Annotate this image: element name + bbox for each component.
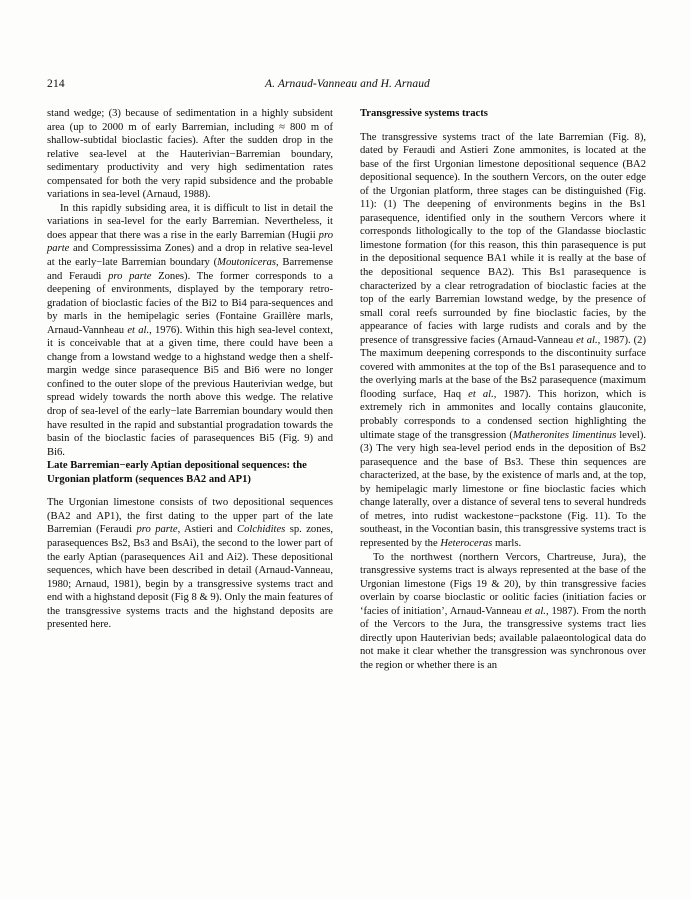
paragraph: In this rapidly subsiding area, it is difficult to list in detail the variations in sea-level for the early Barremian. Nevertheless, it does appear that there was a rise in the early Barremian (Hugii pro parte and Compressissima Zones) and a drop in relative sea-level at the early−late Barremian boundary (Moutoniceras, Barremense and Feraudi pro parte Zones). The former corresponds to a deepening of environments, displayed by the temporary retro-gradation of bioclastic facies of the Bi2 to Bi4 para-sequences and by marls in the hemipelagic series (Fontaine Graillère marls, Arnaud-Vannheau et al., 1976). Within this high sea-level context, it is conceivable that at a given time, there could have been a change from a lowstand wedge to a highstand wedge then a shelf-margin wedge since parasequence Bi5 and Bi6 were no longer confined to the outer slope of the previous Hauterivian wedge, but spread widely towards the north above this wedge. The relative drop of sea-level of the early−late Barremian boundary would then have resulted in the rapid and substantial progradation towards the basin of the bioclastic facies of parasequences Bi5 (Fig. 9) and Bi6. [47, 202, 334, 458]
paragraph: stand wedge; (3) because of sedimentation in a highly subsident area (up to 2000 m of early Barremian, including ≈ 800 m of shallow-subtidal bioclastic facies). After the sudden drop in the relative sea-level at the Hauterivian−Barremian boundary, sedimentary productivity and very high sedimentation rates compensated for both the very rapid subsidence and the probable variations in sea-level (Arnaud, 1988). [47, 108, 333, 201]
paragraph: The transgressive systems tract of the late Barremian (Fig. 8), dated by Feraudi and Astieri Zone ammonites, is located at the base of the first Urgonian limestone depositional sequence (BA2 depositional sequence). In the southern Vercors, on the outer edge of the Urgonian platform, three stages can be distinguished (Fig. 11): (1) The deepening of environments begins in the Bs1 parasequence, identified only in the southern Vercors where it corresponds lithologically to the top of the Glandasse bioclastic limestone formation (for this reason, this thin parasequence is put in the depositional sequence BA1 while it is really at the base of the depositional sequence BA2). This Bs1 parasequence is characterized by a clear retrogradation of bioclastic facies at the top of the early Barremian lowstand wedge, by the presence of small coral reefs surrounded by fine bioclastic facies, by the appearance of facies with large rudists and corals and by the presence of transgressive facies (Arnaud-Vanneau et al., 1987). (2) The maximum deepening corresponds to the discontinuity surface covered with ammonites at the top of the Bs1 parasequence and to the overlying marls at the base of the Bs2 parasequence (maximum flooding surface, Haq et al., 1987). This horizon, which is extremely rich in ammonites and locally contains glauconite, probably corresponds to a condensed section highlighting the ultimate stage of the transgression (Matheronites limentinus level). (3) The very high sea-level period ends in the deposition of Bs2 parasequence and the base of Bs3. These thin sequences are characterized, at the base, by the existence of marls and, at the top, by hemipelagic marly limestone or fine bioclastic facies which change laterally, over a distance of several tens to several hundreds of metres, into rudist wackestone−packstone (Fig. 11). To the southeast, in the Vocontian basin, this transgressive systems tract is represented by the Heteroceras marls. [360, 131, 646, 549]
left-column [47, 107, 333, 672]
right-column [360, 107, 646, 672]
page-number: 214 [47, 78, 65, 90]
paragraph: The Urgonian limestone consists of two depositional sequences (BA2 and AP1), the first dating to the upper part of the late Barremian (Feraudi pro parte, Astieri and Colchidites sp. zones, parasequences Bs2, Bs3 and BsAi), the second to the lower part of the early Aptian (parasequences Ai1 and Ai2). These depositional sequences, which have been described in detail (Arnaud-Vanneau, 1980; Arnaud, 1981), begin by a transgressive systems tract and end with a highstand deposit (Fig 8 & 9). Only the main features of the transgressive systems tracts and the highstand deposits are presented here. [47, 497, 333, 631]
section-heading: Late Barremian−early Aptian depositional sequences: the Urgonian platform (sequences BA2 and AP1) [47, 460, 307, 485]
two-column-body [47, 107, 647, 672]
page-header [47, 78, 644, 90]
paragraph: To the northwest (northern Vercors, Chartreuse, Jura), the transgressive systems tract is always represented at the base of the Urgonian limestone (Figs 19 & 20), by thin transgressive facies overlain by coarse bioclastic or oolitic facies (initiation facies or ‘facies of initiation’, Arnaud-Vanneau et al., 1987). From the north of the Vercors to the Jura, the transgressive systems tract lies directly upon Hauterivian beds; available palaeontological data do not make it clear whether the transgression was synchronous over the region or whether there is an [360, 551, 646, 671]
section-heading: Transgressive systems tracts [360, 108, 488, 119]
running-head: A. Arnaud-Vanneau and H. Arnaud [264, 78, 430, 90]
